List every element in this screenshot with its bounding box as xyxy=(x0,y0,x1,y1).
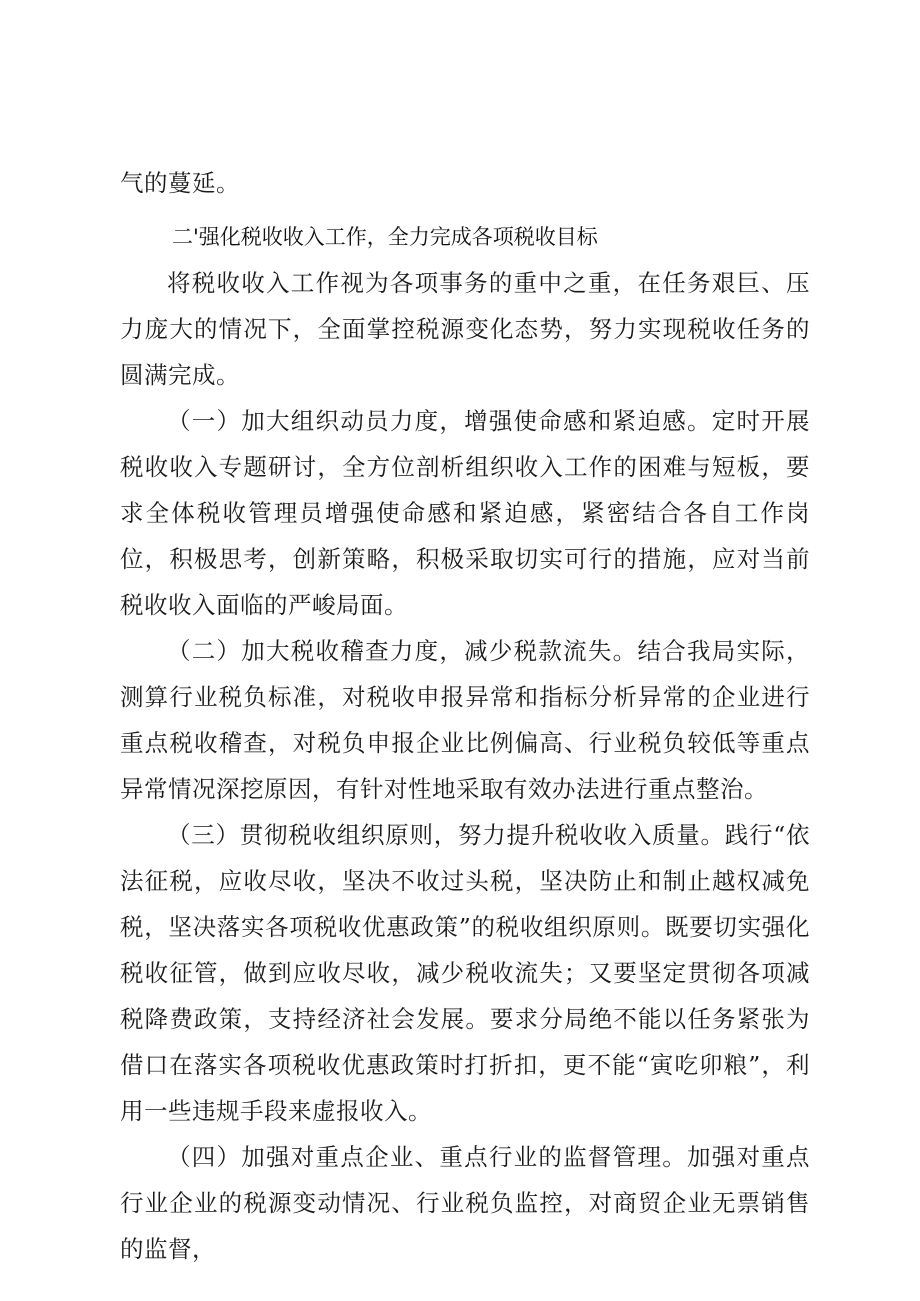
document-body xyxy=(120,160,810,1272)
paragraph-item-3: （三）贯彻税收组织原则，努力提升税收收入质量。践行“依法征税，应收尽收，坚决不收过头税，坚决防止和制止越权减免税，坚决落实各项税收优惠政策”的税收组织原则。既要切实强化税收征管，做到应收尽收，减少税收流失；又要坚定贯彻各项减税降费政策，支持经济社会发展。要求分局绝不能以任务紧张为借口在落实各项税收优惠政策时打折扣，更不能“寅吃卯粮”，利用一些违规手段来虚报收入。 xyxy=(120,821,810,1125)
intro-paragraph: 将税收收入工作视为各项事务的重中之重，在任务艰巨、压力庞大的情况下，全面掌控税源变化态势，努力实现税收任务的圆满完成。 xyxy=(120,269,810,389)
spacer xyxy=(120,206,810,214)
paragraph-item-2: （二）加大税收稽查力度，减少税款流失。结合我局实际，测算行业税负标准，对税收申报异常和指标分析异常的企业进行重点税收稽查，对税负申报企业比例偏高、行业税负较低等重点异常情况深挖原因，有针对性地采取有效办法进行重点整治。 xyxy=(120,637,810,803)
lead-line: 气的蔓延。 xyxy=(120,169,240,197)
section-heading: 二'强化税收收入工作，全力完成各项税收目标 xyxy=(172,225,598,249)
paragraph-item-4: （四）加强对重点企业、重点行业的监督管理。加强对重点行业企业的税源变动情况、行业税负监控，对商贸企业无票销售的监督， xyxy=(120,1143,810,1263)
paragraph-item-1: （一）加大组织动员力度，增强使命感和紧迫感。定时开展税收收入专题研讨，全方位剖析组织收入工作的困难与短板，要求全体税收管理员增强使命感和紧迫感，紧密结合各自工作岗位，积极思考，创新策略，积极采取切实可行的措施，应对当前税收收入面临的严峻局面。 xyxy=(120,407,810,619)
